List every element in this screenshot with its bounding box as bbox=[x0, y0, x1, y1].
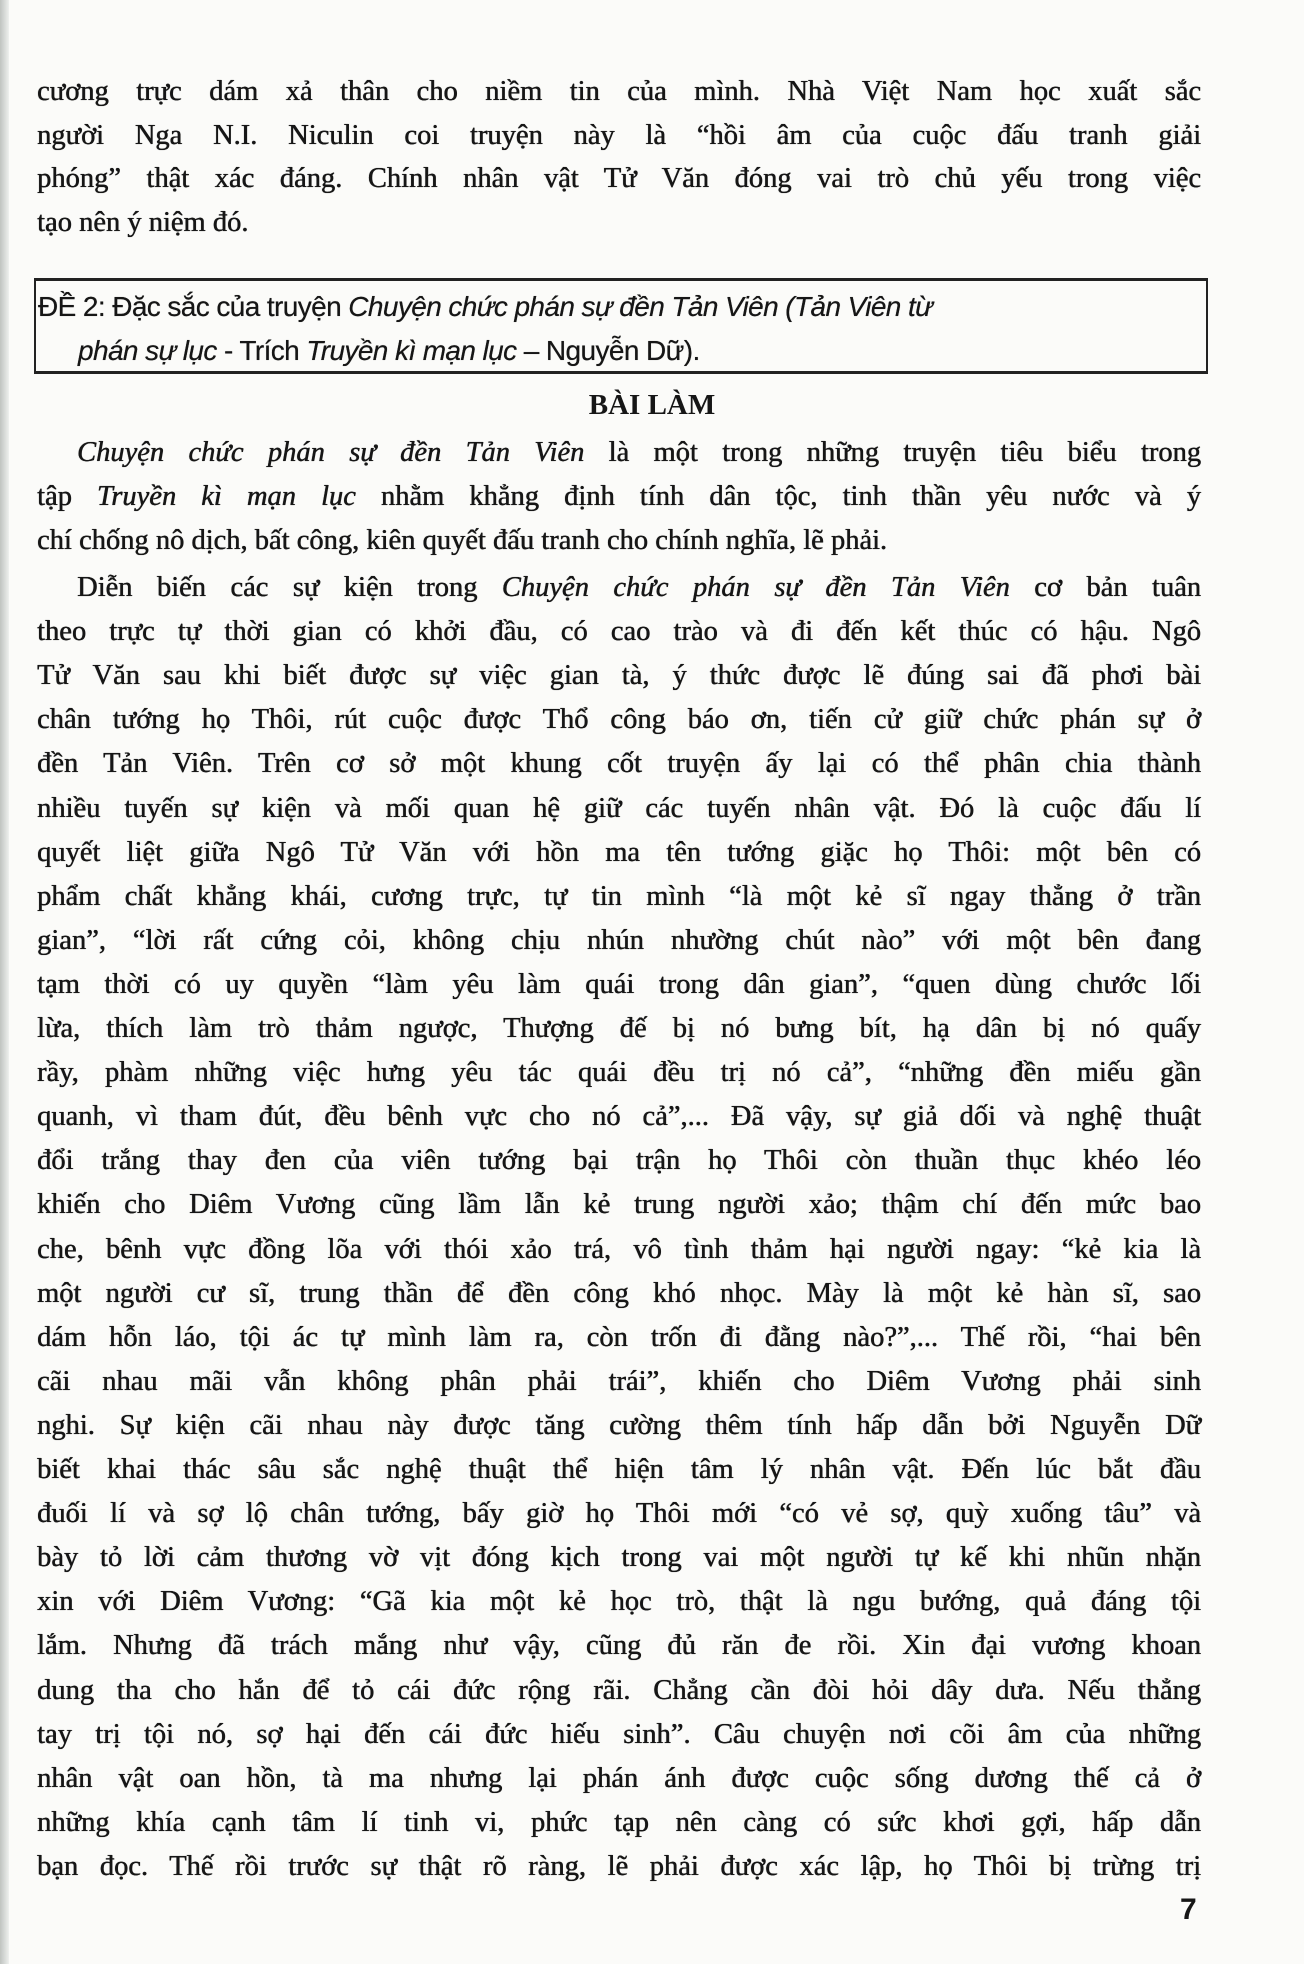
paragraph-2-line bbox=[37, 1139, 1201, 1183]
text-run: đổi trắng thay đen của viên tướng bại trận họ Thôi còn thuần thục khéo léo bbox=[37, 1145, 1201, 1177]
assignment-box-line bbox=[78, 329, 1242, 373]
text-run: bạn đọc. Thế rồi trước sự thật rõ ràng, lẽ phải được xác lập, họ Thôi bị trừng trị bbox=[37, 1850, 1201, 1882]
text-run: quyết liệt giữa Ngô Tử Văn với hồn ma tên tướng giặc họ Thôi: một bên có bbox=[37, 836, 1201, 868]
paragraph-2-line bbox=[37, 1757, 1201, 1801]
paragraph-2-line bbox=[37, 831, 1201, 875]
paragraph-2-line bbox=[37, 566, 1201, 610]
paragraph-2-line bbox=[37, 1316, 1201, 1360]
paragraph-1-line bbox=[37, 475, 1201, 519]
text-run: nhiều tuyến sự kiện và mối quan hệ giữ các tuyến nhân vật. Đó là cuộc đấu lí bbox=[37, 792, 1201, 824]
paragraph-2-line bbox=[37, 787, 1201, 831]
page-number: 7 bbox=[1180, 1893, 1197, 1926]
paragraph-2-line bbox=[37, 654, 1201, 698]
paragraph-1-line bbox=[37, 519, 1201, 563]
intro-paragraph-line bbox=[37, 157, 1201, 201]
text-run: phẩm chất khẳng khái, cương trực, tự tin mình “là một kẻ sĩ ngay thẳng ở trần bbox=[37, 880, 1201, 912]
paragraph-2-line bbox=[37, 698, 1201, 742]
text-run: người Nga N.I. Niculin coi truyện này là “hồi âm của cuộc đấu tranh giải bbox=[37, 119, 1201, 151]
text-run: tập bbox=[37, 481, 97, 513]
paragraph-2-line bbox=[37, 1669, 1201, 1713]
text-run: đuối lí và sợ lộ chân tướng, bấy giờ họ Thôi mới “có vẻ sợ, quỳ xuống tâu” và bbox=[37, 1498, 1201, 1530]
intro-paragraph-line bbox=[37, 114, 1201, 158]
paragraph-2-line bbox=[37, 1272, 1201, 1316]
text-run: khiến cho Diêm Vương cũng lầm lẫn kẻ trung người xảo; thậm chí đến mức bao bbox=[37, 1189, 1201, 1221]
section-heading: BÀI LÀM bbox=[588, 389, 716, 421]
text-run: nhằm khẳng định tính dân tộc, tinh thần yêu nước và ý bbox=[355, 481, 1201, 513]
text-run: tay trị tội nó, sợ hại đến cái đức hiếu sinh”. Câu chuyện nơi cõi âm của những bbox=[37, 1718, 1201, 1750]
paragraph-2-line bbox=[37, 1536, 1201, 1580]
text-run: chí chống nô dịch, bất công, kiên quyết đấu tranh cho chính nghĩa, lẽ phải. bbox=[37, 525, 888, 557]
text-run: - Trích bbox=[216, 335, 307, 366]
text-run: xin với Diêm Vương: “Gã kia một kẻ học trò, thật là ngu bướng, quả đáng tội bbox=[37, 1586, 1201, 1618]
text-run: phóng” thật xác đáng. Chính nhân vật Tử Văn đóng vai trò chủ yếu trong việc bbox=[37, 163, 1201, 195]
paragraph-2-line bbox=[37, 742, 1201, 786]
text-run: tạm thời có uy quyền “làm yêu làm quái trong dân gian”, “quen dùng chước lối bbox=[37, 968, 1201, 1000]
text-run: – Nguyễn Dữ). bbox=[516, 335, 700, 366]
paragraph-2-line bbox=[37, 1183, 1201, 1227]
intro-paragraph-line bbox=[37, 70, 1201, 114]
text-run: rầy, phàm những việc hưng yêu tác quái đều trị nó cả”, “những đền miếu gần bbox=[37, 1057, 1201, 1089]
text-run: cương trực dám xả thân cho niềm tin của mình. Nhà Việt Nam học xuất sắc bbox=[37, 76, 1201, 107]
paragraph-2-line bbox=[37, 1007, 1201, 1051]
text-run: theo trực tự thời gian có khởi đầu, có cao trào và đi đến kết thúc có hậu. Ngô bbox=[37, 616, 1201, 648]
text-run: nghi. Sự kiện cãi nhau này được tăng cường thêm tính hấp dẫn bởi Nguyễn Dữ bbox=[37, 1409, 1201, 1441]
text-run: nhân vật oan hồn, tà ma nhưng lại phán ánh được cuộc sống dương thế cả ở bbox=[37, 1762, 1201, 1794]
scan-edge-shadow bbox=[0, 0, 9, 1964]
paragraph-2-line bbox=[37, 1624, 1201, 1668]
text-run: bày tỏ lời cảm thương vờ vịt đóng kịch trong vai một người tự kế khi nhũn nhặn bbox=[37, 1542, 1201, 1574]
text-run: đền Tản Viên. Trên cơ sở một khung cốt truyện ấy lại có thể phân chia thành bbox=[37, 748, 1201, 780]
text-run: tạo nên ý niệm đó. bbox=[37, 207, 249, 239]
italic-title-text: Truyền kì mạn lục bbox=[306, 335, 517, 366]
paragraph-2-line bbox=[37, 1492, 1201, 1536]
assignment-box-line bbox=[38, 285, 1202, 329]
italic-title-text: Chuyện chức phán sự đền Tản Viên bbox=[501, 572, 1010, 603]
text-run: lừa, thích làm trò thảm ngược, Thượng đế bị nó bưng bít, hạ dân bị nó quấy bbox=[37, 1013, 1201, 1044]
paragraph-2-line bbox=[37, 1095, 1201, 1139]
text-run: biết khai thác sâu sắc nghệ thuật thể hiện tâm lý nhân vật. Đến lúc bắt đầu bbox=[37, 1454, 1201, 1485]
paragraph-2-line bbox=[37, 1404, 1201, 1448]
text-run: dung tha cho hắn để tỏ cái đức rộng rãi. Chẳng cần đòi hỏi dây dưa. Nếu thẳng bbox=[37, 1674, 1201, 1706]
text-run: gian”, “lời rất cứng cỏi, không chịu nhún nhường chút nào” với một bên đang bbox=[37, 924, 1201, 956]
paragraph-2-line bbox=[37, 610, 1201, 654]
text-run: Tử Văn sau khi biết được sự việc gian tà, ý thức được lẽ đúng sai đã phơi bài bbox=[37, 660, 1201, 692]
text-run: một người cư sĩ, trung thần để đền công khó nhọc. Mày là một kẻ hàn sĩ, sao bbox=[37, 1277, 1201, 1309]
text-run: cơ bản tuân bbox=[1009, 572, 1201, 603]
paragraph-2-line bbox=[37, 1845, 1201, 1889]
text-run: che, bênh vực đồng lõa với thói xảo trá, vô tình thảm hại người ngay: “kẻ kia là bbox=[37, 1233, 1201, 1265]
paragraph-2-line bbox=[37, 1580, 1201, 1624]
text-run: chân tướng họ Thôi, rút cuộc được Thổ công báo ơn, tiến cử giữ chức phán sự ở bbox=[37, 704, 1201, 736]
paragraph-2-line bbox=[37, 963, 1201, 1007]
paragraph-2-line bbox=[37, 1051, 1201, 1095]
paragraph-2-line bbox=[37, 875, 1201, 919]
paragraph-2-line bbox=[37, 1801, 1201, 1845]
text-run: Diễn biến các sự kiện trong bbox=[77, 572, 502, 603]
text-run: ĐỀ 2: Đặc sắc của truyện bbox=[38, 291, 349, 322]
paragraph-1-line bbox=[37, 431, 1201, 475]
italic-title-text: phán sự lục bbox=[78, 335, 217, 366]
text-run: dám hỗn láo, tội ác tự mình làm ra, còn trốn đi đằng nào?”,... Thế rồi, “hai bên bbox=[37, 1321, 1201, 1353]
paragraph-2-line bbox=[37, 1228, 1201, 1272]
italic-title-text: Truyền kì mạn lục bbox=[96, 481, 356, 513]
text-run: lắm. Nhưng đã trách mắng như vậy, cũng đủ răn đe rồi. Xin đại vương khoan bbox=[37, 1630, 1201, 1662]
italic-title-text: Chuyện chức phán sự đền Tản Viên bbox=[77, 437, 585, 468]
text-run: quanh, vì tham đút, đều bênh vực cho nó cả”,... Đã vậy, sự giả dối và nghệ thuật bbox=[37, 1101, 1201, 1133]
intro-paragraph-line bbox=[37, 201, 1201, 245]
italic-title-text: Chuyện chức phán sự đền Tản Viên (Tản Viên từ bbox=[348, 291, 933, 322]
paragraph-2-line bbox=[37, 919, 1201, 963]
paragraph-2-line bbox=[37, 1713, 1201, 1757]
text-run: cãi nhau mãi vẫn không phân phải trái”, khiến cho Diêm Vương phải sinh bbox=[37, 1365, 1201, 1397]
text-run: những khía cạnh tâm lí tinh vi, phức tạp nên càng có sức khơi gợi, hấp dẫn bbox=[37, 1806, 1201, 1838]
paragraph-2-line bbox=[37, 1360, 1201, 1404]
paragraph-2-line bbox=[37, 1448, 1201, 1492]
text-run: là một trong những truyện tiêu biểu trong bbox=[584, 437, 1201, 468]
